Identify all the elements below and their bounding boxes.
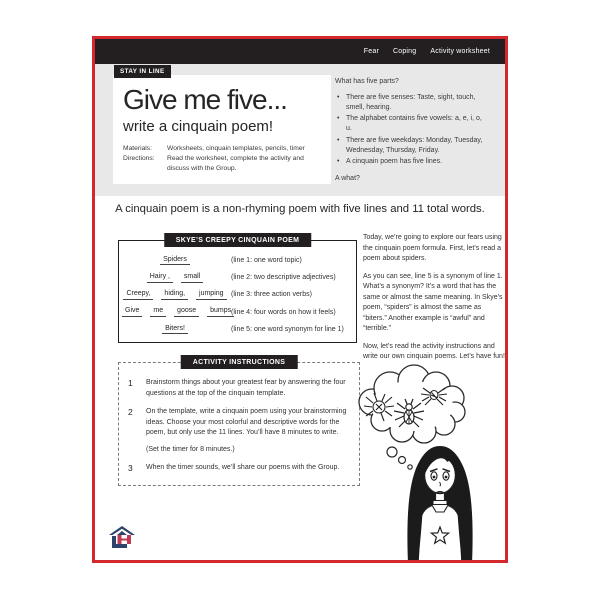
materials-value: Worksheets, cinquain templates, pencils, timer	[167, 145, 305, 152]
step-text: Brainstorm things about your greatest fear by answering the four questions at the top of the cinquain template.	[146, 379, 346, 397]
poem-line-note: (line 4: four words on how it feels)	[231, 308, 336, 316]
poem-box-title: SKYE’S CREEPY CINQUAIN POEM	[164, 233, 312, 247]
discussion-paragraph: Today, we’re going to explore our fears using the cinquain poem formula. First, let’s read a poem about spiders.	[363, 234, 502, 262]
discussion-paragraph: Now, let’s read the activity instructions and write our own cinquain poems. Let’s have fun!	[363, 342, 505, 360]
step-text: When the timer sounds, we’ll share our poems with the Group.	[146, 464, 340, 471]
poem-line-note: (line 1: one word topic)	[231, 257, 302, 265]
five-parts-intro	[335, 78, 489, 182]
poem-word: Spiders	[160, 256, 190, 266]
poem-line	[119, 321, 356, 338]
step-number: 2	[128, 407, 133, 417]
page-subtitle: write a cinquain poem!	[123, 118, 274, 135]
cinquain-definition: A cinquain poem is a non-rhyming poem with five lines and 11 total words.	[115, 203, 485, 215]
step-number: 1	[128, 378, 133, 388]
discussion-paragraph: As you can see, line 5 is a synonym of line 1. What’s a synonym? It’s a word that has the same or almost the same meaning. In Skye’s poem, “spiders” is almost the same as “biters.” Another example is “awful” and “terrible.”	[363, 272, 503, 332]
page-title: Give me five...	[123, 84, 287, 115]
step-number: 3	[128, 463, 133, 473]
top-nav-bar	[95, 39, 505, 64]
poem-word: Biters!	[162, 325, 188, 335]
instruction-step	[128, 378, 351, 399]
poem-word: bumps	[207, 307, 234, 317]
instruction-step	[128, 407, 351, 455]
topbar-item-fear[interactable]: Fear	[363, 48, 379, 55]
stay-in-line-badge: STAY IN LINE	[114, 65, 171, 78]
girl-illustration	[352, 364, 504, 563]
poem-line-note: (line 2: two descriptive adjectives)	[231, 274, 336, 282]
directions-label: Directions:	[123, 155, 155, 163]
poem-box	[118, 236, 357, 343]
directions-value: Read the worksheet, complete the activity and discuss with the Group.	[167, 155, 304, 173]
poem-line	[119, 252, 356, 269]
poem-line-note: (line 5: one word synonym for line 1)	[231, 325, 344, 333]
discussion-column	[363, 233, 505, 370]
poem-line	[119, 304, 356, 321]
activity-instructions-box	[118, 358, 360, 486]
activity-instructions-title: ACTIVITY INSTRUCTIONS	[181, 355, 298, 369]
list-item: • There are five senses: Taste, sight, touch, smell, hearing.	[335, 93, 489, 113]
poem-line-note: (line 3: three action verbs)	[231, 291, 312, 299]
poem-word: goose	[174, 307, 199, 317]
poem-word: jumping	[196, 290, 227, 300]
topbar-item-activity-worksheet[interactable]: Activity worksheet	[430, 48, 490, 55]
list-item: • The alphabet contains five vowels: a, e, i, o, u.	[335, 114, 489, 134]
materials-label: Materials:	[123, 145, 152, 152]
house-logo-icon	[107, 524, 137, 554]
thought-trail-icon	[387, 447, 412, 469]
five-parts-followup: A what?	[335, 174, 360, 182]
list-item: • A cinquain poem has five lines.	[335, 157, 489, 167]
instruction-step	[128, 463, 351, 474]
poem-line	[119, 269, 356, 286]
poem-word: me	[150, 307, 166, 317]
step-text: On the template, write a cinquain poem using your brainstorming ideas. Choose your most colorful and descriptive words for the poem, but only use the 11 lines. You’ll have 8 minutes to write.	[146, 408, 347, 436]
list-item: • There are five weekdays: Monday, Tuesday, Wednesday, Thursday, Friday.	[335, 136, 489, 156]
poem-word: Creepy,	[123, 290, 153, 300]
five-parts-question: What has five parts?	[335, 78, 399, 85]
poem-word: Give	[122, 307, 142, 317]
title-card	[113, 75, 331, 184]
five-parts-list	[335, 93, 489, 167]
worksheet-page	[92, 36, 508, 563]
step-note: (Set the timer for 8 minutes.)	[146, 445, 235, 453]
poem-line	[119, 286, 356, 303]
poem-word: Hairy ,	[147, 273, 173, 283]
worried-girl-icon	[407, 446, 472, 563]
poem-word: hiding,	[161, 290, 188, 300]
topbar-item-coping[interactable]: Coping	[392, 48, 417, 55]
poem-word: small	[181, 273, 203, 283]
materials-directions	[123, 144, 321, 174]
